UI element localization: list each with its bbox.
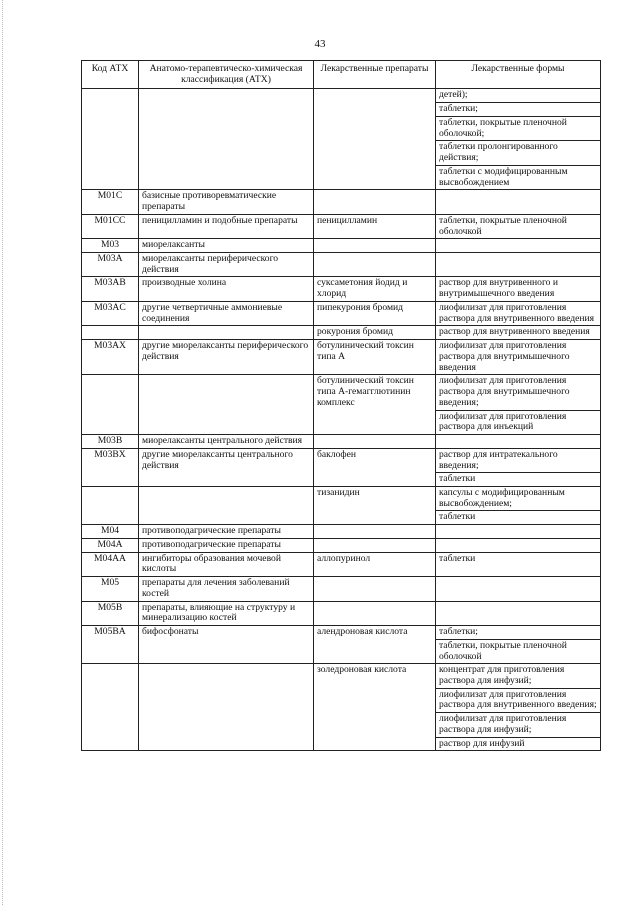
atx-code-cell <box>82 486 139 524</box>
dosage-form-cell: лиофилизат для приготовления раствора для инъекций <box>436 410 601 434</box>
drug-cell: аллопуринол <box>314 552 436 576</box>
drug-cell: баклофен <box>314 448 436 486</box>
drug-cell: пипекурония бромид <box>314 301 436 325</box>
dosage-form-cell: таблетки, покрытые пленочной оболочкой; <box>436 116 601 140</box>
dosage-form-cell <box>436 525 601 539</box>
classification-cell: пеницилламин и подобные препараты <box>139 214 314 238</box>
dosage-form-cell: капсулы с модифицированным высвобождением; <box>436 486 601 510</box>
classification-cell <box>139 89 314 190</box>
dosage-form-cell: лиофилизат для приготовления раствора для внутривенного введения; <box>436 688 601 712</box>
drug-cell: ботулинический токсин типа А-гемагглютинин комплекс <box>314 375 436 435</box>
page-edge-line <box>2 0 4 905</box>
drug-cell: суксаметония йодид и хлорид <box>314 277 436 301</box>
atx-table <box>81 60 601 751</box>
dosage-form-cell: таблетки с модифицированным высвобождением <box>436 165 601 189</box>
table-row <box>82 253 601 277</box>
table-row <box>82 435 601 449</box>
atx-code-cell <box>82 375 139 435</box>
table-row <box>82 601 601 625</box>
drug-cell: пеницилламин <box>314 214 436 238</box>
classification-cell: препараты, влияющие на структуру и минерализацию костей <box>139 601 314 625</box>
atx-code-cell: M05BA <box>82 626 139 664</box>
classification-cell: миорелаксанты центрального действия <box>139 435 314 449</box>
atx-code-cell: M01C <box>82 190 139 214</box>
classification-cell: миорелаксанты периферического действия <box>139 253 314 277</box>
dosage-form-cell: таблетки, покрытые пленочной оболочкой <box>436 639 601 663</box>
atx-code-cell: M03AX <box>82 340 139 375</box>
drug-cell <box>314 190 436 214</box>
classification-cell: миорелаксанты <box>139 239 314 253</box>
classification-cell: противоподагрические препараты <box>139 538 314 552</box>
table-row <box>82 277 601 301</box>
dosage-form-cell: таблетки <box>436 552 601 576</box>
dosage-form-cell: раствор для инфузий <box>436 737 601 751</box>
header-classification: Анатомо-терапевтическо-химическая классификация (АТХ) <box>139 61 314 89</box>
table-row <box>82 375 601 410</box>
dosage-form-cell: детей); <box>436 89 601 103</box>
atx-code-cell: M05B <box>82 601 139 625</box>
drug-cell: тизанидин <box>314 486 436 524</box>
atx-code-cell: M05 <box>82 577 139 601</box>
dosage-form-cell <box>436 601 601 625</box>
classification-cell <box>139 375 314 435</box>
table-row <box>82 326 601 340</box>
drug-cell <box>314 538 436 552</box>
drug-cell: ботулинический токсин типа А <box>314 340 436 375</box>
dosage-form-cell: таблетки, покрытые пленочной оболочкой <box>436 214 601 238</box>
atx-code-cell: M04 <box>82 525 139 539</box>
classification-cell: базисные противоревматические препараты <box>139 190 314 214</box>
classification-cell: ингибиторы образования мочевой кислоты <box>139 552 314 576</box>
dosage-form-cell: таблетки <box>436 473 601 487</box>
atx-code-cell: M04AA <box>82 552 139 576</box>
dosage-form-cell <box>436 190 601 214</box>
dosage-form-cell <box>436 239 601 253</box>
drug-cell <box>314 239 436 253</box>
dosage-form-cell: таблетки пролонгированного действия; <box>436 141 601 165</box>
table-row <box>82 486 601 510</box>
atx-code-cell: M03 <box>82 239 139 253</box>
classification-cell <box>139 664 314 751</box>
classification-cell: бифосфонаты <box>139 626 314 664</box>
table-row <box>82 340 601 375</box>
dosage-form-cell: концентрат для приготовления раствора для инфузий; <box>436 664 601 688</box>
dosage-form-cell <box>436 253 601 277</box>
drug-cell <box>314 601 436 625</box>
drug-cell <box>314 89 436 190</box>
table-header-row <box>82 61 601 89</box>
table-row <box>82 448 601 472</box>
atx-code-cell: M03BX <box>82 448 139 486</box>
page-number: 43 <box>314 38 326 50</box>
dosage-form-cell: раствор для интратекального введения; <box>436 448 601 472</box>
dosage-form-cell: раствор для внутривенного введения <box>436 326 601 340</box>
table-row <box>82 525 601 539</box>
drug-cell <box>314 253 436 277</box>
atx-code-cell: M03B <box>82 435 139 449</box>
dosage-form-cell <box>436 435 601 449</box>
classification-cell <box>139 486 314 524</box>
classification-cell: другие миорелаксанты центрального действия <box>139 448 314 486</box>
header-drugs: Лекарственные препараты <box>314 61 436 89</box>
atx-code-cell: M03A <box>82 253 139 277</box>
drug-cell: алендроновая кислота <box>314 626 436 664</box>
dosage-form-cell: таблетки; <box>436 626 601 640</box>
table-row <box>82 301 601 325</box>
atx-code-cell: M03AB <box>82 277 139 301</box>
dosage-form-cell: лиофилизат для приготовления раствора для внутривенного введения <box>436 301 601 325</box>
dosage-form-cell <box>436 577 601 601</box>
table-body <box>82 89 601 751</box>
table-row <box>82 89 601 103</box>
dosage-form-cell: лиофилизат для приготовления раствора для внутримышечного введения <box>436 340 601 375</box>
drug-cell: рокурония бромид <box>314 326 436 340</box>
table-row <box>82 538 601 552</box>
classification-cell: другие миорелаксанты периферического действия <box>139 340 314 375</box>
header-forms: Лекарственные формы <box>436 61 601 89</box>
atx-code-cell: M03AC <box>82 301 139 325</box>
dosage-form-cell: таблетки <box>436 511 601 525</box>
classification-cell <box>139 326 314 340</box>
drug-cell: золедроновая кислота <box>314 664 436 751</box>
drug-cell <box>314 435 436 449</box>
drug-cell <box>314 577 436 601</box>
table-row <box>82 190 601 214</box>
table-row <box>82 577 601 601</box>
dosage-form-cell: раствор для внутривенного и внутримышечного введения <box>436 277 601 301</box>
table-row <box>82 552 601 576</box>
table-row <box>82 626 601 640</box>
atx-code-cell: M01CC <box>82 214 139 238</box>
dosage-form-cell: таблетки; <box>436 103 601 117</box>
classification-cell: другие четвертичные аммониевые соединения <box>139 301 314 325</box>
atx-code-cell <box>82 89 139 190</box>
atx-code-cell <box>82 664 139 751</box>
atx-code-cell: M04A <box>82 538 139 552</box>
drug-cell <box>314 525 436 539</box>
dosage-form-cell <box>436 538 601 552</box>
table-row <box>82 214 601 238</box>
dosage-form-cell: лиофилизат для приготовления раствора для внутримышечного введения; <box>436 375 601 410</box>
classification-cell: производные холина <box>139 277 314 301</box>
classification-cell: препараты для лечения заболеваний костей <box>139 577 314 601</box>
header-code: Код АТХ <box>82 61 139 89</box>
atx-code-cell <box>82 326 139 340</box>
table-row <box>82 664 601 688</box>
classification-cell: противоподагрические препараты <box>139 525 314 539</box>
dosage-form-cell: лиофилизат для приготовления раствора для инфузий; <box>436 713 601 737</box>
table-row <box>82 239 601 253</box>
